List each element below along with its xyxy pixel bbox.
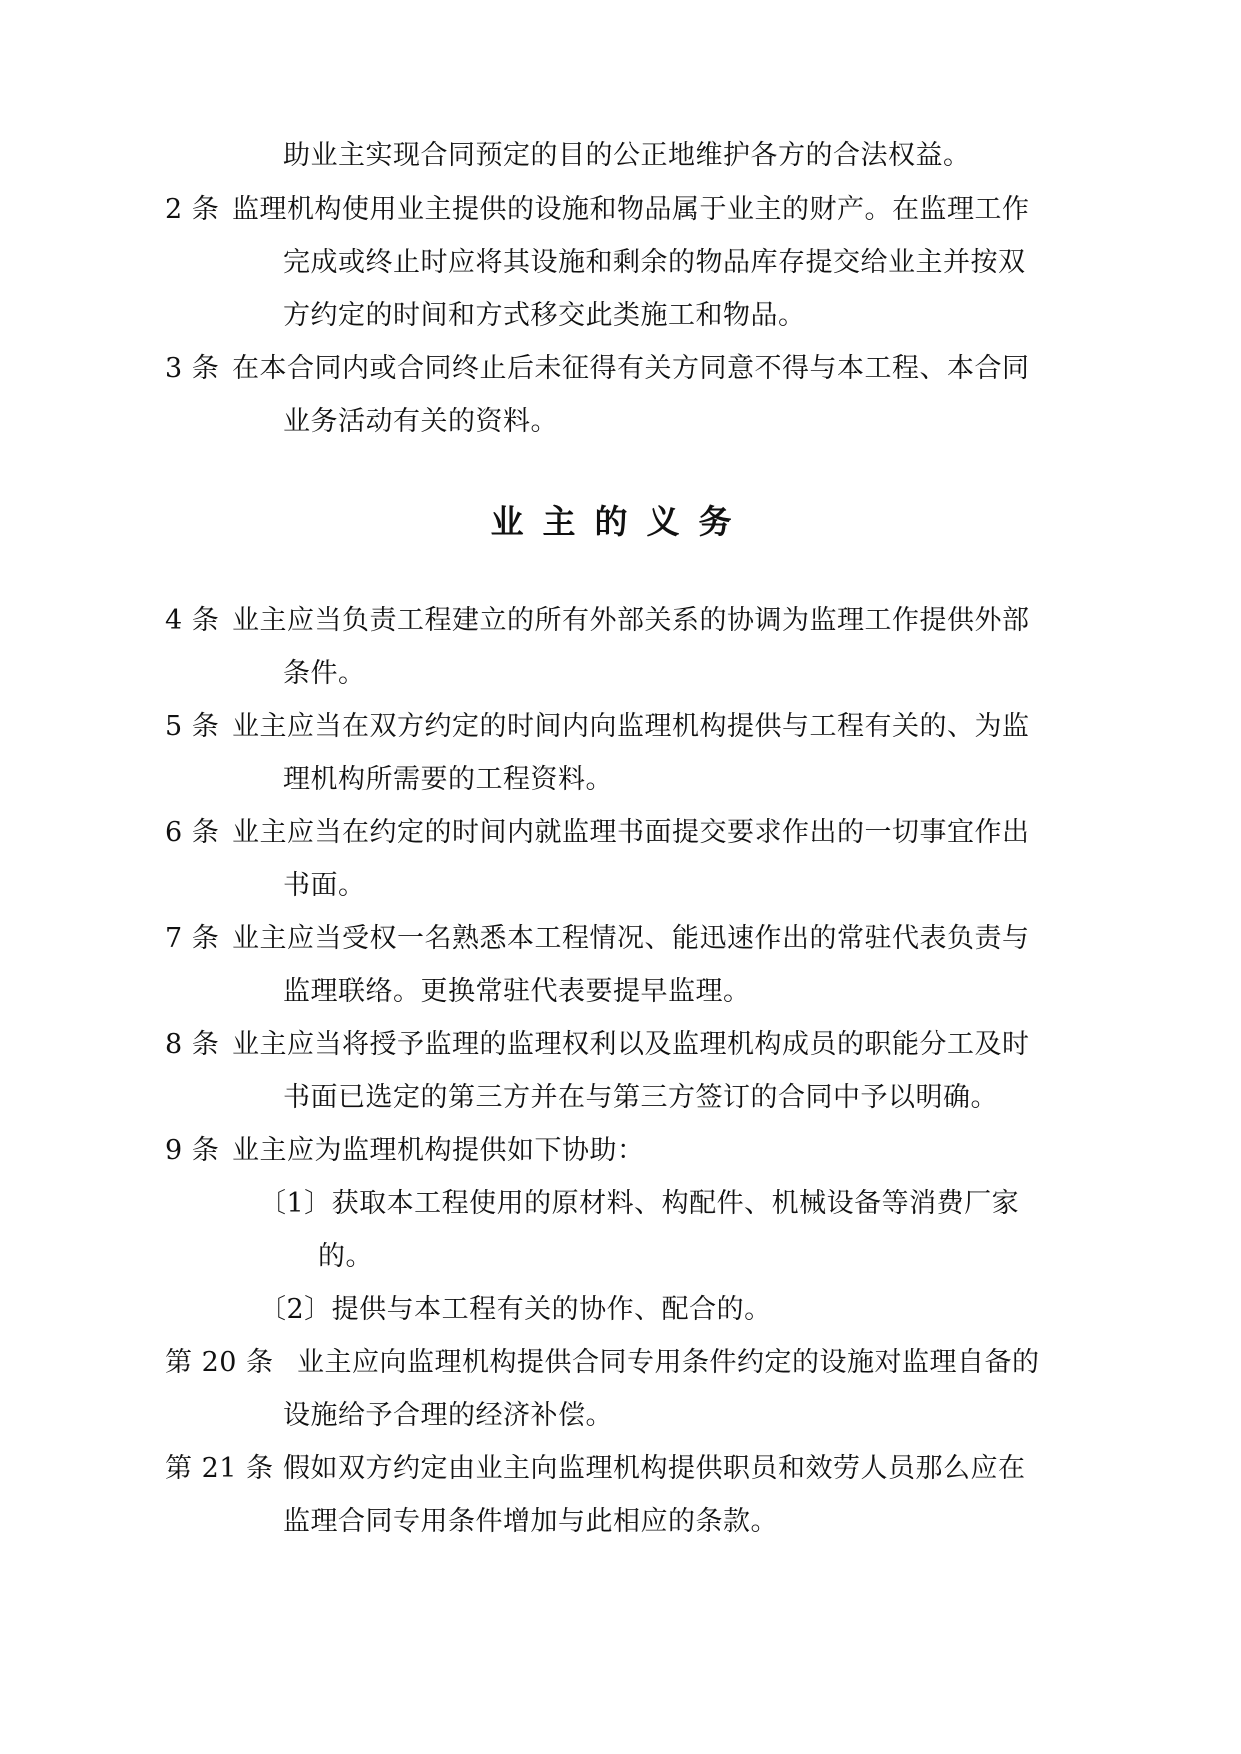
clause-number: 7 条 [165,923,220,954]
clause-line [165,192,1030,228]
clause-text: 业主应为监理机构提供如下协助： [232,1135,645,1166]
clause-text: 业主应向监理机构提供合同专用条件约定的设施对监理自备的 [297,1347,1040,1378]
clause-text: 业主应当在双方约定的时间内向监理机构提供与工程有关的、为监 [232,711,1030,742]
clause-number: 2 条 [165,194,220,225]
clause-line [283,762,613,798]
clause-text: 理机构所需要的工程资料。 [283,764,613,795]
clause-line [283,1398,613,1434]
clause-line [165,351,1030,387]
clause-text: 在本合同内或合同终止后未征得有关方同意不得与本工程、本合同 [232,353,1030,384]
clause-number: 第 21 条 [165,1453,274,1484]
clause-text: 条件。 [283,658,366,689]
clause-number: 9 条 [165,1135,220,1166]
clause-line [165,815,1030,851]
clause-text: 假如双方约定由业主向监理机构提供职员和效劳人员那么应在 [283,1453,1026,1484]
clause-number: 4 条 [165,605,220,636]
clause-line [283,1504,778,1540]
clause-line [283,974,751,1010]
clause-text: 方约定的时间和方式移交此类施工和物品。 [283,300,806,331]
clause-line [283,656,366,692]
clause-line [165,921,1030,957]
clause-line [165,709,1030,745]
clause-line [283,298,806,334]
clause-text: 业主应当负责工程建立的所有外部关系的协调为监理工作提供外部 [232,605,1030,636]
clause-line [283,1080,998,1116]
clause-number: 第 20 条 [165,1347,274,1378]
clause-number: 6 条 [165,817,220,848]
clause-line [283,404,558,440]
sub-item-line [318,1239,373,1275]
clause-line [283,868,366,904]
sub-item-line [259,1186,1019,1222]
clause-text: 监理联络。更换常驻代表要提早监理。 [283,976,751,1007]
sub-item-text: 的。 [318,1241,373,1272]
clause-text: 监理合同专用条件增加与此相应的条款。 [283,1506,778,1537]
clause-text: 书面已选定的第三方并在与第三方签订的合同中予以明确。 [283,1082,998,1113]
clause-number: 5 条 [165,711,220,742]
clause-text: 监理机构使用业主提供的设施和物品属于业主的财产。在监理工作 [232,194,1030,225]
clause-line [283,138,971,174]
clause-line [283,245,1026,281]
clause-text: 业主应当受权一名熟悉本工程情况、能迅速作出的常驻代表负责与 [232,923,1030,954]
clause-line [165,1133,645,1169]
clause-text: 完成或终止时应将其设施和剩余的物品库存提交给业主并按双 [283,247,1026,278]
clause-text: 设施给予合理的经济补偿。 [283,1400,613,1431]
clause-text: 业务活动有关的资料。 [283,406,558,437]
clause-line [165,1451,1026,1487]
clause-text: 助业主实现合同预定的目的公正地维护各方的合法权益。 [283,140,971,171]
clause-text: 书面。 [283,870,366,901]
clause-line [165,1027,1030,1063]
sub-item-line [259,1292,772,1328]
clause-number: 8 条 [165,1029,220,1060]
clause-line [165,603,1030,639]
clause-text: 业主应当将授予监理的监理权利以及监理机构成员的职能分工及时 [232,1029,1030,1060]
section-heading: 业主的义务 [490,502,751,541]
clause-line [165,1345,1040,1381]
sub-item-text: 〔1〕获取本工程使用的原材料、构配件、机械设备等消费厂家 [259,1188,1020,1219]
sub-item-text: 〔2〕提供与本工程有关的协作、配合的。 [259,1294,772,1325]
clause-number: 3 条 [165,353,220,384]
clause-text: 业主应当在约定的时间内就监理书面提交要求作出的一切事宜作出 [232,817,1030,848]
